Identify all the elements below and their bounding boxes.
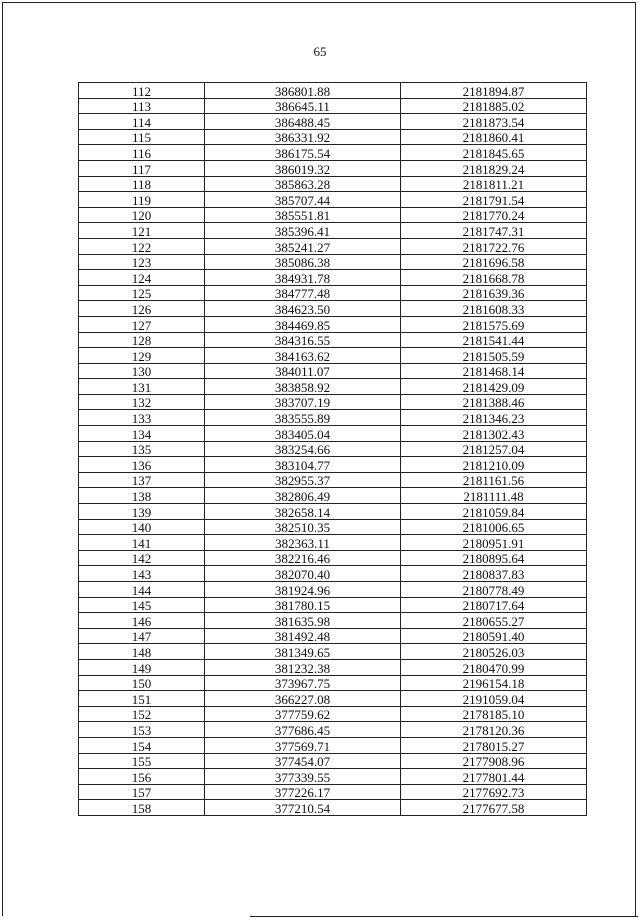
y-coordinate-cell: 2178185.10 <box>401 706 587 722</box>
table-row <box>79 488 587 504</box>
x-coordinate-cell: 386645.11 <box>205 98 401 114</box>
x-coordinate-cell: 384163.62 <box>205 348 401 364</box>
y-coordinate-cell: 2177801.44 <box>401 769 587 785</box>
point-number-cell: 139 <box>79 504 205 520</box>
point-number-cell: 126 <box>79 301 205 317</box>
table-row <box>79 582 587 598</box>
y-coordinate-cell: 2181829.24 <box>401 160 587 176</box>
point-number-cell: 118 <box>79 176 205 192</box>
y-coordinate-cell: 2177692.73 <box>401 784 587 800</box>
point-number-cell: 156 <box>79 769 205 785</box>
x-coordinate-cell: 383405.04 <box>205 426 401 442</box>
table-row <box>79 691 587 707</box>
x-coordinate-cell: 385707.44 <box>205 192 401 208</box>
point-number-cell: 155 <box>79 753 205 769</box>
page-number: 65 <box>313 44 327 59</box>
x-coordinate-cell: 384623.50 <box>205 301 401 317</box>
table-row <box>79 114 587 130</box>
table-row <box>79 675 587 691</box>
x-coordinate-cell: 381232.38 <box>205 659 401 675</box>
x-coordinate-cell: 384469.85 <box>205 316 401 332</box>
x-coordinate-cell: 381492.48 <box>205 628 401 644</box>
x-coordinate-cell: 382070.40 <box>205 566 401 582</box>
point-number-cell: 130 <box>79 363 205 379</box>
table-row <box>79 98 587 114</box>
x-coordinate-cell: 381780.15 <box>205 597 401 613</box>
point-number-cell: 149 <box>79 659 205 675</box>
table-row <box>79 316 587 332</box>
x-coordinate-cell: 386801.88 <box>205 83 401 99</box>
y-coordinate-cell: 2181111.48 <box>401 488 587 504</box>
x-coordinate-cell: 373967.75 <box>205 675 401 691</box>
x-coordinate-cell: 383555.89 <box>205 410 401 426</box>
point-number-cell: 137 <box>79 472 205 488</box>
y-coordinate-cell: 2181468.14 <box>401 363 587 379</box>
table-row <box>79 394 587 410</box>
point-number-cell: 138 <box>79 488 205 504</box>
x-coordinate-cell: 385863.28 <box>205 176 401 192</box>
coordinates-table-body <box>79 83 587 816</box>
table-row <box>79 285 587 301</box>
point-number-cell: 136 <box>79 457 205 473</box>
x-coordinate-cell: 383858.92 <box>205 379 401 395</box>
y-coordinate-cell: 2181722.76 <box>401 238 587 254</box>
point-number-cell: 157 <box>79 784 205 800</box>
y-coordinate-cell: 2181006.65 <box>401 519 587 535</box>
y-coordinate-cell: 2180717.64 <box>401 597 587 613</box>
point-number-cell: 141 <box>79 535 205 551</box>
y-coordinate-cell: 2181696.58 <box>401 254 587 270</box>
table-row <box>79 800 587 816</box>
point-number-cell: 113 <box>79 98 205 114</box>
point-number-cell: 145 <box>79 597 205 613</box>
point-number-cell: 119 <box>79 192 205 208</box>
table-row <box>79 160 587 176</box>
point-number-cell: 112 <box>79 83 205 99</box>
table-row <box>79 379 587 395</box>
point-number-cell: 133 <box>79 410 205 426</box>
point-number-cell: 132 <box>79 394 205 410</box>
y-coordinate-cell: 2181429.09 <box>401 379 587 395</box>
point-number-cell: 120 <box>79 207 205 223</box>
table-row <box>79 145 587 161</box>
point-number-cell: 114 <box>79 114 205 130</box>
x-coordinate-cell: 385241.27 <box>205 238 401 254</box>
table-row <box>79 472 587 488</box>
table-row <box>79 535 587 551</box>
y-coordinate-cell: 2181811.21 <box>401 176 587 192</box>
table-row <box>79 332 587 348</box>
table-row <box>79 644 587 660</box>
table-row <box>79 129 587 145</box>
table-row <box>79 566 587 582</box>
table-row <box>79 441 587 457</box>
table-row <box>79 207 587 223</box>
point-number-cell: 151 <box>79 691 205 707</box>
y-coordinate-cell: 2191059.04 <box>401 691 587 707</box>
point-number-cell: 134 <box>79 426 205 442</box>
x-coordinate-cell: 377210.54 <box>205 800 401 816</box>
table-row <box>79 83 587 99</box>
table-row <box>79 722 587 738</box>
table-row <box>79 659 587 675</box>
point-number-cell: 117 <box>79 160 205 176</box>
point-number-cell: 131 <box>79 379 205 395</box>
x-coordinate-cell: 377226.17 <box>205 784 401 800</box>
point-number-cell: 143 <box>79 566 205 582</box>
point-number-cell: 152 <box>79 706 205 722</box>
point-number-cell: 124 <box>79 270 205 286</box>
table-row <box>79 769 587 785</box>
x-coordinate-cell: 382806.49 <box>205 488 401 504</box>
y-coordinate-cell: 2177677.58 <box>401 800 587 816</box>
y-coordinate-cell: 2181894.87 <box>401 83 587 99</box>
x-coordinate-cell: 382363.11 <box>205 535 401 551</box>
point-number-cell: 125 <box>79 285 205 301</box>
point-number-cell: 140 <box>79 519 205 535</box>
x-coordinate-cell: 386488.45 <box>205 114 401 130</box>
table-row <box>79 223 587 239</box>
y-coordinate-cell: 2181575.69 <box>401 316 587 332</box>
y-coordinate-cell: 2181860.41 <box>401 129 587 145</box>
y-coordinate-cell: 2180895.64 <box>401 550 587 566</box>
y-coordinate-cell: 2180526.03 <box>401 644 587 660</box>
y-coordinate-cell: 2181770.24 <box>401 207 587 223</box>
x-coordinate-cell: 377454.07 <box>205 753 401 769</box>
x-coordinate-cell: 385086.38 <box>205 254 401 270</box>
table-row <box>79 410 587 426</box>
y-coordinate-cell: 2181541.44 <box>401 332 587 348</box>
x-coordinate-cell: 386019.32 <box>205 160 401 176</box>
x-coordinate-cell: 384931.78 <box>205 270 401 286</box>
y-coordinate-cell: 2181505.59 <box>401 348 587 364</box>
table-row <box>79 270 587 286</box>
y-coordinate-cell: 2196154.18 <box>401 675 587 691</box>
x-coordinate-cell: 377759.62 <box>205 706 401 722</box>
y-coordinate-cell: 2181668.78 <box>401 270 587 286</box>
y-coordinate-cell: 2181302.43 <box>401 426 587 442</box>
y-coordinate-cell: 2181257.04 <box>401 441 587 457</box>
y-coordinate-cell: 2178120.36 <box>401 722 587 738</box>
point-number-cell: 122 <box>79 238 205 254</box>
table-row <box>79 519 587 535</box>
y-coordinate-cell: 2181845.65 <box>401 145 587 161</box>
y-coordinate-cell: 2181608.33 <box>401 301 587 317</box>
table-row <box>79 348 587 364</box>
y-coordinate-cell: 2181791.54 <box>401 192 587 208</box>
y-coordinate-cell: 2181885.02 <box>401 98 587 114</box>
point-number-cell: 142 <box>79 550 205 566</box>
point-number-cell: 127 <box>79 316 205 332</box>
x-coordinate-cell: 381924.96 <box>205 582 401 598</box>
table-row <box>79 192 587 208</box>
point-number-cell: 135 <box>79 441 205 457</box>
table-row <box>79 504 587 520</box>
table-row <box>79 254 587 270</box>
y-coordinate-cell: 2181210.09 <box>401 457 587 473</box>
table-row <box>79 301 587 317</box>
table-row <box>79 784 587 800</box>
x-coordinate-cell: 384777.48 <box>205 285 401 301</box>
y-coordinate-cell: 2181639.36 <box>401 285 587 301</box>
y-coordinate-cell: 2181747.31 <box>401 223 587 239</box>
x-coordinate-cell: 377686.45 <box>205 722 401 738</box>
y-coordinate-cell: 2180837.83 <box>401 566 587 582</box>
y-coordinate-cell: 2178015.27 <box>401 737 587 753</box>
point-number-cell: 123 <box>79 254 205 270</box>
table-row <box>79 706 587 722</box>
table-row <box>79 426 587 442</box>
x-coordinate-cell: 383707.19 <box>205 394 401 410</box>
x-coordinate-cell: 386331.92 <box>205 129 401 145</box>
point-number-cell: 115 <box>79 129 205 145</box>
y-coordinate-cell: 2181873.54 <box>401 114 587 130</box>
x-coordinate-cell: 383104.77 <box>205 457 401 473</box>
table-row <box>79 363 587 379</box>
y-coordinate-cell: 2180470.99 <box>401 659 587 675</box>
x-coordinate-cell: 382955.37 <box>205 472 401 488</box>
y-coordinate-cell: 2181161.56 <box>401 472 587 488</box>
point-number-cell: 121 <box>79 223 205 239</box>
point-number-cell: 154 <box>79 737 205 753</box>
table-row <box>79 550 587 566</box>
y-coordinate-cell: 2181388.46 <box>401 394 587 410</box>
x-coordinate-cell: 384316.55 <box>205 332 401 348</box>
point-number-cell: 148 <box>79 644 205 660</box>
table-row <box>79 238 587 254</box>
y-coordinate-cell: 2181059.84 <box>401 504 587 520</box>
x-coordinate-cell: 382658.14 <box>205 504 401 520</box>
x-coordinate-cell: 385396.41 <box>205 223 401 239</box>
x-coordinate-cell: 384011.07 <box>205 363 401 379</box>
table-row <box>79 597 587 613</box>
point-number-cell: 150 <box>79 675 205 691</box>
table-row <box>79 753 587 769</box>
y-coordinate-cell: 2177908.96 <box>401 753 587 769</box>
y-coordinate-cell: 2180951.91 <box>401 535 587 551</box>
point-number-cell: 144 <box>79 582 205 598</box>
table-row <box>79 176 587 192</box>
x-coordinate-cell: 383254.66 <box>205 441 401 457</box>
x-coordinate-cell: 377339.55 <box>205 769 401 785</box>
point-number-cell: 158 <box>79 800 205 816</box>
y-coordinate-cell: 2180778.49 <box>401 582 587 598</box>
x-coordinate-cell: 386175.54 <box>205 145 401 161</box>
x-coordinate-cell: 381349.65 <box>205 644 401 660</box>
table-row <box>79 628 587 644</box>
coordinates-table <box>78 82 587 816</box>
y-coordinate-cell: 2180655.27 <box>401 613 587 629</box>
point-number-cell: 129 <box>79 348 205 364</box>
table-row <box>79 613 587 629</box>
x-coordinate-cell: 385551.81 <box>205 207 401 223</box>
bottom-edge-line <box>250 916 638 917</box>
x-coordinate-cell: 381635.98 <box>205 613 401 629</box>
point-number-cell: 146 <box>79 613 205 629</box>
x-coordinate-cell: 382510.35 <box>205 519 401 535</box>
x-coordinate-cell: 377569.71 <box>205 737 401 753</box>
point-number-cell: 147 <box>79 628 205 644</box>
table-row <box>79 737 587 753</box>
point-number-cell: 116 <box>79 145 205 161</box>
point-number-cell: 153 <box>79 722 205 738</box>
y-coordinate-cell: 2180591.40 <box>401 628 587 644</box>
y-coordinate-cell: 2181346.23 <box>401 410 587 426</box>
table-row <box>79 457 587 473</box>
point-number-cell: 128 <box>79 332 205 348</box>
x-coordinate-cell: 366227.08 <box>205 691 401 707</box>
x-coordinate-cell: 382216.46 <box>205 550 401 566</box>
